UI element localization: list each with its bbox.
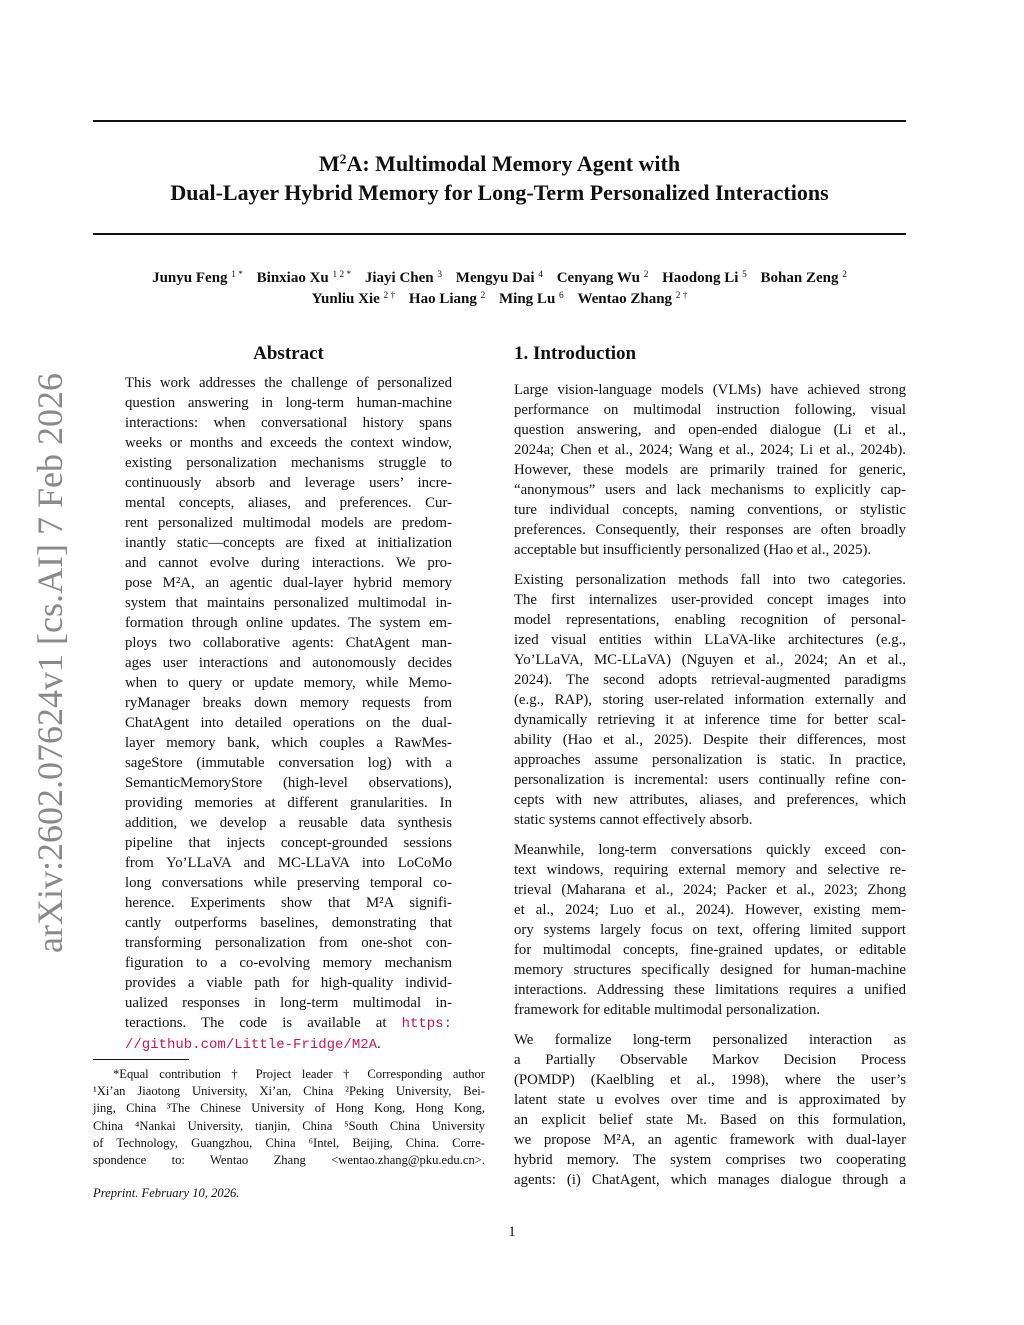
- author: Yunliu Xie $^{2 \dagger}$: [311, 290, 396, 307]
- text-line: cantly outperforms baselines, demonstrating that: [125, 915, 452, 931]
- text-line: model representations, enabling recognition of personal-: [514, 612, 906, 628]
- text-line: text windows, requiring external memory and selective re-: [514, 862, 906, 878]
- text-line: However, these models are primarily trained for generic,: [514, 462, 906, 478]
- footnote-line: *Equal contribution † Project leader † Corresponding author: [113, 1067, 485, 1081]
- footnote-line: spondence to: Wentao Zhang <wentao.zhang@pku.edu.cn>.: [93, 1153, 485, 1168]
- intro-heading: 1. Introduction: [514, 343, 637, 364]
- text-line: teractions. The code is available at https:: [125, 1015, 452, 1032]
- text-line: provides a viable path for high-quality individ-: [125, 975, 452, 991]
- text-line: agents: (i) ChatAgent, which manages dialogue through a: [514, 1172, 906, 1188]
- text-line: layer memory bank, which couples a RawMes-: [125, 735, 452, 751]
- author: Hao Liang $^2$: [408, 290, 486, 307]
- text-line: Existing personalization methods fall into two categories.: [514, 572, 906, 588]
- text-line: trieval (Maharana et al., 2024; Packer et al., 2023; Zhong: [514, 882, 906, 898]
- text-line: personalization is incremental: users continually refine con-: [514, 772, 906, 788]
- text-line: rent personalized multimodal models are predom-: [125, 515, 452, 531]
- text-line: existing personalization mechanisms struggle to: [125, 455, 452, 471]
- text-line: sageStore (immutable conversation log) with a: [125, 755, 452, 771]
- text-line: ages user interactions and autonomously decides: [125, 655, 452, 671]
- footnote-rule: [93, 1059, 189, 1060]
- text-line: figuration to a co-evolving memory mechanism: [125, 955, 452, 971]
- text-line: et al., 2024; Luo et al., 2024). However, existing mem-: [514, 902, 906, 918]
- text-line: herence. Experiments show that M²A signifi-: [125, 895, 452, 911]
- text-line: mental concepts, aliases, and preferences. Cur-: [125, 495, 452, 511]
- text-line: ploys two collaborative agents: ChatAgent man-: [125, 635, 452, 651]
- paper-title-line1: $M^2A$: Multimodal Memory Agent with: [318, 151, 681, 176]
- text-line: This work addresses the challenge of personalized: [125, 375, 452, 391]
- intro-paragraph-4: [514, 1030, 906, 1190]
- text-line: ualized responses in long-term multimodal in-: [125, 995, 452, 1011]
- author-list-line1: [93, 268, 906, 289]
- text-line: a Partially Observable Markov Decision Process: [514, 1052, 906, 1068]
- text-line: continuously absorb and leverage users’ incre-: [125, 475, 452, 491]
- author: Cenyang Wu $^2$: [556, 269, 649, 286]
- text-line: pipeline that injects concept-grounded sessions: [125, 835, 452, 851]
- text-line: 2024a; Chen et al., 2024; Wang et al., 2024; Li et al., 2024b).: [514, 442, 906, 458]
- text-line: acceptable but insufficiently personalized (Hao et al., 2025).: [514, 542, 872, 558]
- title-top-rule: [93, 120, 906, 122]
- text-line: ory systems largely focus on text, offering limited support: [514, 922, 906, 938]
- text-line: “anonymous” users and lack mechanisms to explicitly cap-: [514, 482, 906, 498]
- text-line: for multimodal concepts, fine-grained updates, or editable: [514, 942, 906, 958]
- author: Wentao Zhang $^{2 \dagger}$: [577, 290, 688, 307]
- abstract-body: [125, 373, 452, 1055]
- text-line: interactions. Addressing these limitations requires a unified: [514, 982, 906, 998]
- abstract-text: [125, 373, 452, 1055]
- author: Jiayi Chen $^3$: [364, 269, 443, 286]
- text-line: performance on multimodal instruction following, visual: [514, 402, 906, 418]
- code-link-part1[interactable]: https:: [401, 1016, 452, 1032]
- preprint-note: Preprint. February 10, 2026.: [93, 1186, 240, 1200]
- text-line: ryManager breaks down memory requests from: [125, 695, 452, 711]
- text-line: latent state u evolves over time and is approximated by: [514, 1092, 906, 1108]
- paper-title-line2: Dual-Layer Hybrid Memory for Long-Term Personalized Interactions: [170, 180, 829, 205]
- text-line: weeks or months and exceeds the context window,: [125, 435, 452, 451]
- text-line: we propose M²A, an agentic framework with dual-layer: [514, 1132, 906, 1148]
- text-line: approaches assume personalization is static. In practice,: [514, 752, 906, 768]
- author-list-line2: [93, 289, 906, 310]
- footnote-line: jing, China ³The Chinese University of Hong Kong, Hong Kong,: [93, 1101, 485, 1116]
- text-line: (POMDP) (Kaelbling et al., 1998), where the user’s: [514, 1072, 906, 1088]
- author: Mengyu Dai $^4$: [455, 269, 543, 286]
- footnote-line: of Technology, Guangzhou, China ⁶Intel, Beijing, China. Corre-: [93, 1135, 485, 1150]
- text-line: an explicit belief state Mₜ. Based on this formulation,: [514, 1112, 906, 1128]
- text-line: formation through online updates. The system em-: [125, 615, 452, 631]
- text-line: static systems cannot effectively absorb.: [514, 812, 753, 828]
- text-line: providing memories at different granularities. In: [125, 795, 452, 811]
- text-line: from Yo’LLaVA and MC-LLaVA into LoCoMo: [125, 855, 452, 871]
- text-line: transforming personalization from one-shot con-: [125, 935, 452, 951]
- text-line: question answering in long-term human-machine: [125, 395, 452, 411]
- text-line: long conversations while preserving temporal co-: [125, 875, 452, 891]
- text-line: (e.g., RAP), storing user-related information externally and: [514, 692, 906, 708]
- text-line: inantly static—concepts are fixed at initialization: [125, 535, 452, 551]
- page-number: 1: [508, 1224, 516, 1240]
- text-line: Large vision-language models (VLMs) have achieved strong: [514, 382, 906, 398]
- intro-body: [514, 380, 906, 1200]
- text-line: pose M²A, an agentic dual-layer hybrid memory: [125, 575, 452, 591]
- text-line: cepts with new attributes, aliases, and preferences, which: [514, 792, 906, 808]
- text-line: hybrid memory. The system comprises two cooperating: [514, 1152, 906, 1168]
- author: Haodong Li $^5$: [662, 269, 747, 286]
- text-line: ability (Hao et al., 2025). Despite their differences, most: [514, 732, 906, 748]
- author: Ming Lu $^6$: [499, 290, 564, 307]
- text-line: ized visual entities within LLaVA-like architectures (e.g.,: [514, 632, 906, 648]
- footnote-line: ¹Xi’an Jiaotong University, Xi’an, China ²Peking University, Bei-: [93, 1084, 485, 1099]
- code-link-part2[interactable]: //github.com/Little-Fridge/M2A: [125, 1037, 378, 1053]
- intro-paragraph-1: [514, 380, 906, 560]
- author: Binxiao Xu $^{1 2 *}$: [256, 269, 352, 286]
- footnote-line: China ⁴Nankai University, tianjin, China ⁵South China University: [93, 1118, 485, 1133]
- intro-paragraph-2: [514, 570, 906, 830]
- footnote: [93, 1066, 485, 1169]
- text-line: ture individual concepts, naming conventions, or stylistic: [514, 502, 906, 518]
- author: Bohan Zeng $^2$: [760, 269, 847, 286]
- author: Junyu Feng $^{1 *}$: [152, 269, 243, 286]
- text-line: memory structures specifically designed for human-machine: [514, 962, 906, 978]
- text-line: //github.com/Little-Fridge/M2A.: [125, 1036, 381, 1053]
- text-line: The first internalizes user-provided concept images into: [514, 592, 906, 608]
- title-bottom-rule: [93, 233, 906, 235]
- text-line: question answering, and open-ended dialogue (Li et al.,: [514, 422, 906, 438]
- arxiv-id: arXiv:2602.07624v1 [cs.AI] 7 Feb 2026: [30, 373, 70, 953]
- text-line: Meanwhile, long-term conversations quickly exceed con-: [514, 842, 906, 858]
- text-line: system that maintains personalized multimodal in-: [125, 595, 452, 611]
- text-line: We formalize long-term personalized interaction as: [514, 1032, 906, 1048]
- text-line: and cannot evolve during interactions. We pro-: [125, 555, 452, 571]
- intro-paragraph-3: [514, 840, 906, 1020]
- text-line: when to query or update memory, while Memo-: [125, 675, 452, 691]
- abstract-heading: Abstract: [253, 343, 324, 364]
- text-line: interactions: when conversational history spans: [125, 415, 452, 431]
- text-line: 2024). The second adopts retrieval-augmented paradigms: [514, 672, 906, 688]
- text-line: preferences. Consequently, their responses are often broadly: [514, 522, 906, 538]
- text-line: dynamically retrieving it at inference time for better scal-: [514, 712, 906, 728]
- text-line: Yo’LLaVA, MC-LLaVA) (Nguyen et al., 2024; An et al.,: [514, 652, 906, 668]
- text-line: SemanticMemoryStore (high-level observations),: [125, 775, 452, 791]
- text-line: framework for editable multimodal personalization.: [514, 1002, 821, 1018]
- text-line: addition, we develop a reusable data synthesis: [125, 815, 452, 831]
- text-line: ChatAgent into detailed operations on the dual-: [125, 715, 452, 731]
